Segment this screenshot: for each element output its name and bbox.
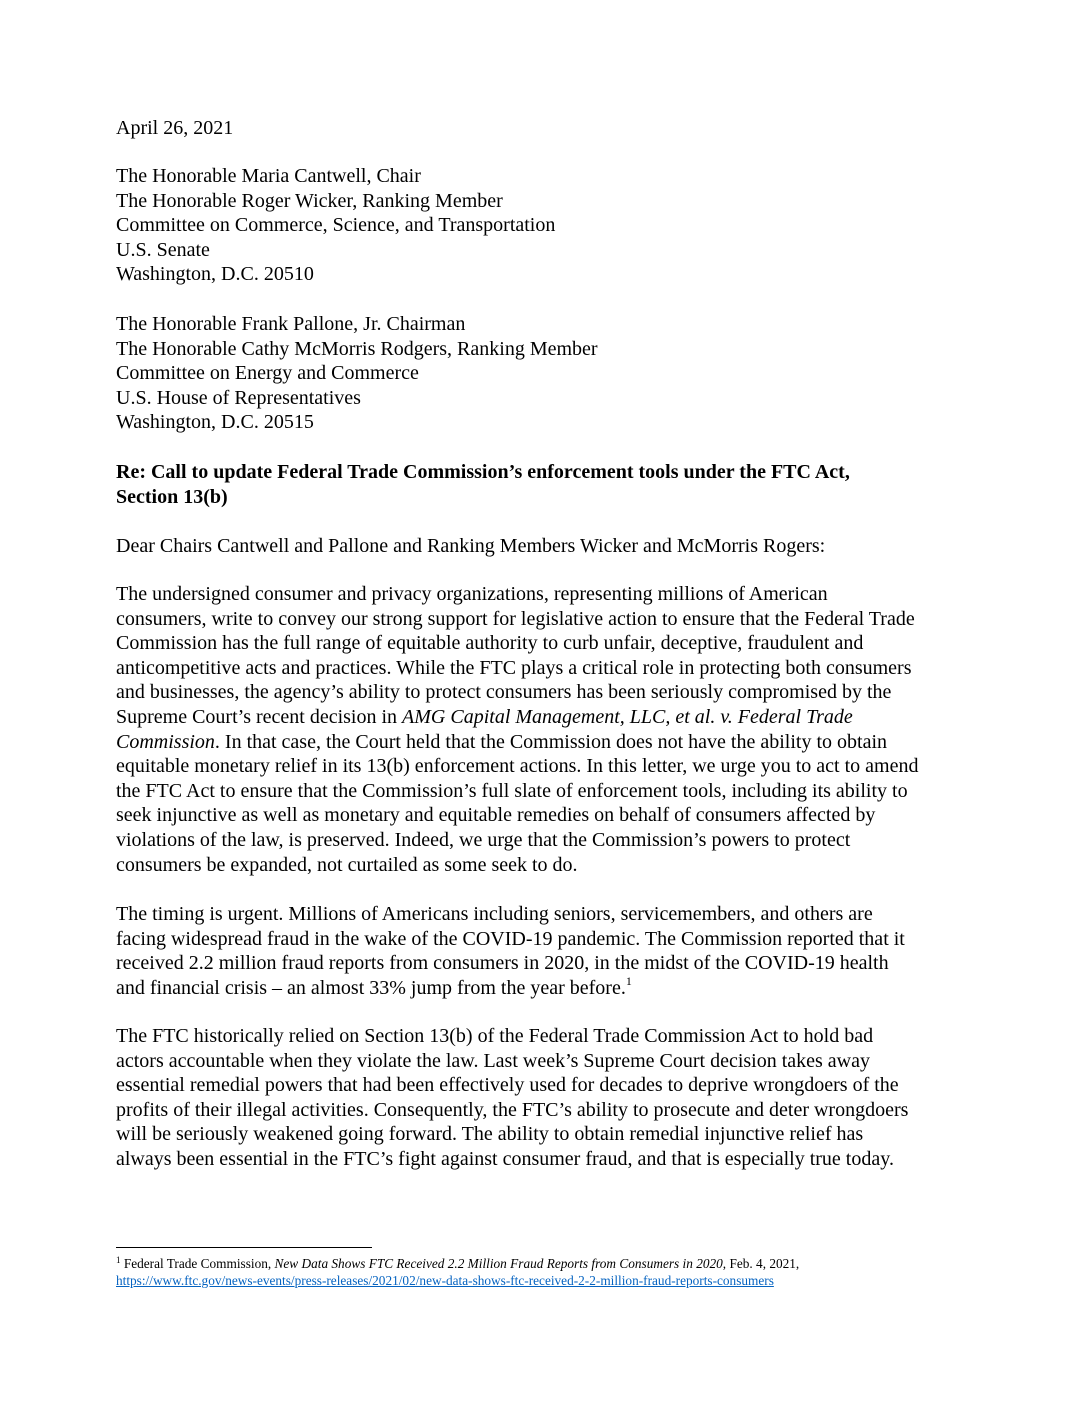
body-paragraph-2	[116, 902, 952, 1000]
case-name: Commission	[116, 730, 215, 753]
paragraph-text: . In that case, the Court held that the Commission does not have the ability to obtain	[214, 730, 888, 753]
senate-recipient-line: U.S. Senate	[116, 238, 210, 261]
footnote-date: , Feb. 4, 2021,	[722, 1256, 800, 1271]
subject-line-1: Re: Call to update Federal Trade Commission’s enforcement tools under the FTC Act,	[116, 461, 850, 483]
footnote-separator	[116, 1247, 372, 1248]
paragraph-line: actors accountable when they violate the law. Last week’s Supreme Court decision takes away	[116, 1049, 871, 1072]
footnote-source: Federal Trade Commission,	[120, 1256, 275, 1271]
salutation: Dear Chairs Cantwell and Pallone and Ranking Members Wicker and McMorris Rogers:	[116, 535, 826, 557]
paragraph-line: facing widespread fraud in the wake of the COVID-19 pandemic. The Commission reported that it	[116, 927, 905, 950]
subject-line	[116, 460, 952, 509]
footnote-link[interactable]: https://www.ftc.gov/news-events/press-releases/2021/02/new-data-shows-ftc-received-2-2-million-fraud-reports-consumers	[116, 1272, 774, 1288]
house-recipient-block	[116, 312, 952, 435]
footnote	[116, 1256, 996, 1289]
paragraph-line	[116, 973, 952, 1001]
senate-recipient-line: The Honorable Roger Wicker, Ranking Member	[116, 189, 503, 212]
paragraph-line: The timing is urgent. Millions of Americans including seniors, servicemembers, and others are	[116, 903, 873, 925]
paragraph-line: and businesses, the agency’s ability to protect consumers has been seriously compromised by the	[116, 681, 892, 704]
paragraph-line: essential remedial powers that had been effectively used for decades to deprive wrongdoers of the	[116, 1074, 899, 1097]
footnote-title: New Data Shows FTC Received 2.2 Million Fraud Reports from Consumers in 2020	[274, 1256, 723, 1271]
paragraph-line: equitable monetary relief in its 13(b) enforcement actions. In this letter, we urge you to act to amend	[116, 755, 919, 778]
paragraph-line: anticompetitive acts and practices. While the FTC plays a critical role in protecting both consumers	[116, 656, 912, 679]
footnote-citation	[116, 1256, 996, 1273]
footnote-reference[interactable]: 1	[625, 973, 632, 988]
house-recipient-line: Committee on Energy and Commerce	[116, 362, 419, 385]
paragraph-text: Supreme Court’s recent decision in	[116, 705, 403, 728]
paragraph-line: consumers be expanded, not curtailed as some seek to do.	[116, 853, 578, 876]
house-recipient-line: Washington, D.C. 20515	[116, 411, 314, 434]
paragraph-line: seek injunctive as well as monetary and equitable remedies on behalf of consumers affected by	[116, 804, 876, 827]
house-recipient-line: The Honorable Cathy McMorris Rodgers, Ranking Member	[116, 337, 598, 360]
footnote-marker: 1	[116, 1255, 121, 1265]
paragraph-line: The FTC historically relied on Section 13(b) of the Federal Trade Commission Act to hold bad	[116, 1025, 874, 1047]
house-recipient-line: U.S. House of Representatives	[116, 386, 361, 409]
paragraph-line: received 2.2 million fraud reports from consumers in 2020, in the midst of the COVID-19 health	[116, 952, 889, 975]
paragraph-line: profits of their illegal activities. Consequently, the FTC’s ability to prosecute and deter wrongdoers	[116, 1098, 909, 1121]
paragraph-line: The undersigned consumer and privacy organizations, representing millions of American	[116, 583, 828, 605]
paragraph-line	[116, 730, 952, 755]
paragraph-line: always been essential in the FTC’s fight against consumer fraud, and that is especially true today.	[116, 1147, 894, 1170]
paragraph-line	[116, 705, 952, 730]
paragraph-line: the FTC Act to ensure that the Commission’s full slate of enforcement tools, including its ability to	[116, 779, 908, 802]
subject-line-2: Section 13(b)	[116, 485, 228, 508]
paragraph-text: and financial crisis – an almost 33% jump from the year before.	[116, 976, 626, 999]
body-paragraph-1	[116, 582, 952, 877]
letter-date: April 26, 2021	[116, 117, 234, 139]
paragraph-line: consumers, write to convey our strong support for legislative action to ensure that the Federal Trade	[116, 607, 915, 630]
paragraph-line: will be seriously weakened going forward. The ability to obtain remedial injunctive relief has	[116, 1123, 864, 1146]
case-name: AMG Capital Management, LLC, et al. v. Federal Trade	[402, 705, 853, 728]
senate-recipient-block	[116, 164, 952, 287]
senate-recipient-line: Committee on Commerce, Science, and Transportation	[116, 214, 556, 237]
senate-recipient-line: Washington, D.C. 20510	[116, 263, 314, 286]
paragraph-line: Commission has the full range of equitable authority to curb unfair, deceptive, fraudulent and	[116, 632, 864, 655]
body-paragraph-3	[116, 1024, 952, 1172]
paragraph-line: violations of the law, is preserved. Indeed, we urge that the Commission’s powers to protect	[116, 828, 851, 851]
house-recipient-line: The Honorable Frank Pallone, Jr. Chairman	[116, 313, 466, 335]
senate-recipient-line: The Honorable Maria Cantwell, Chair	[116, 165, 421, 187]
